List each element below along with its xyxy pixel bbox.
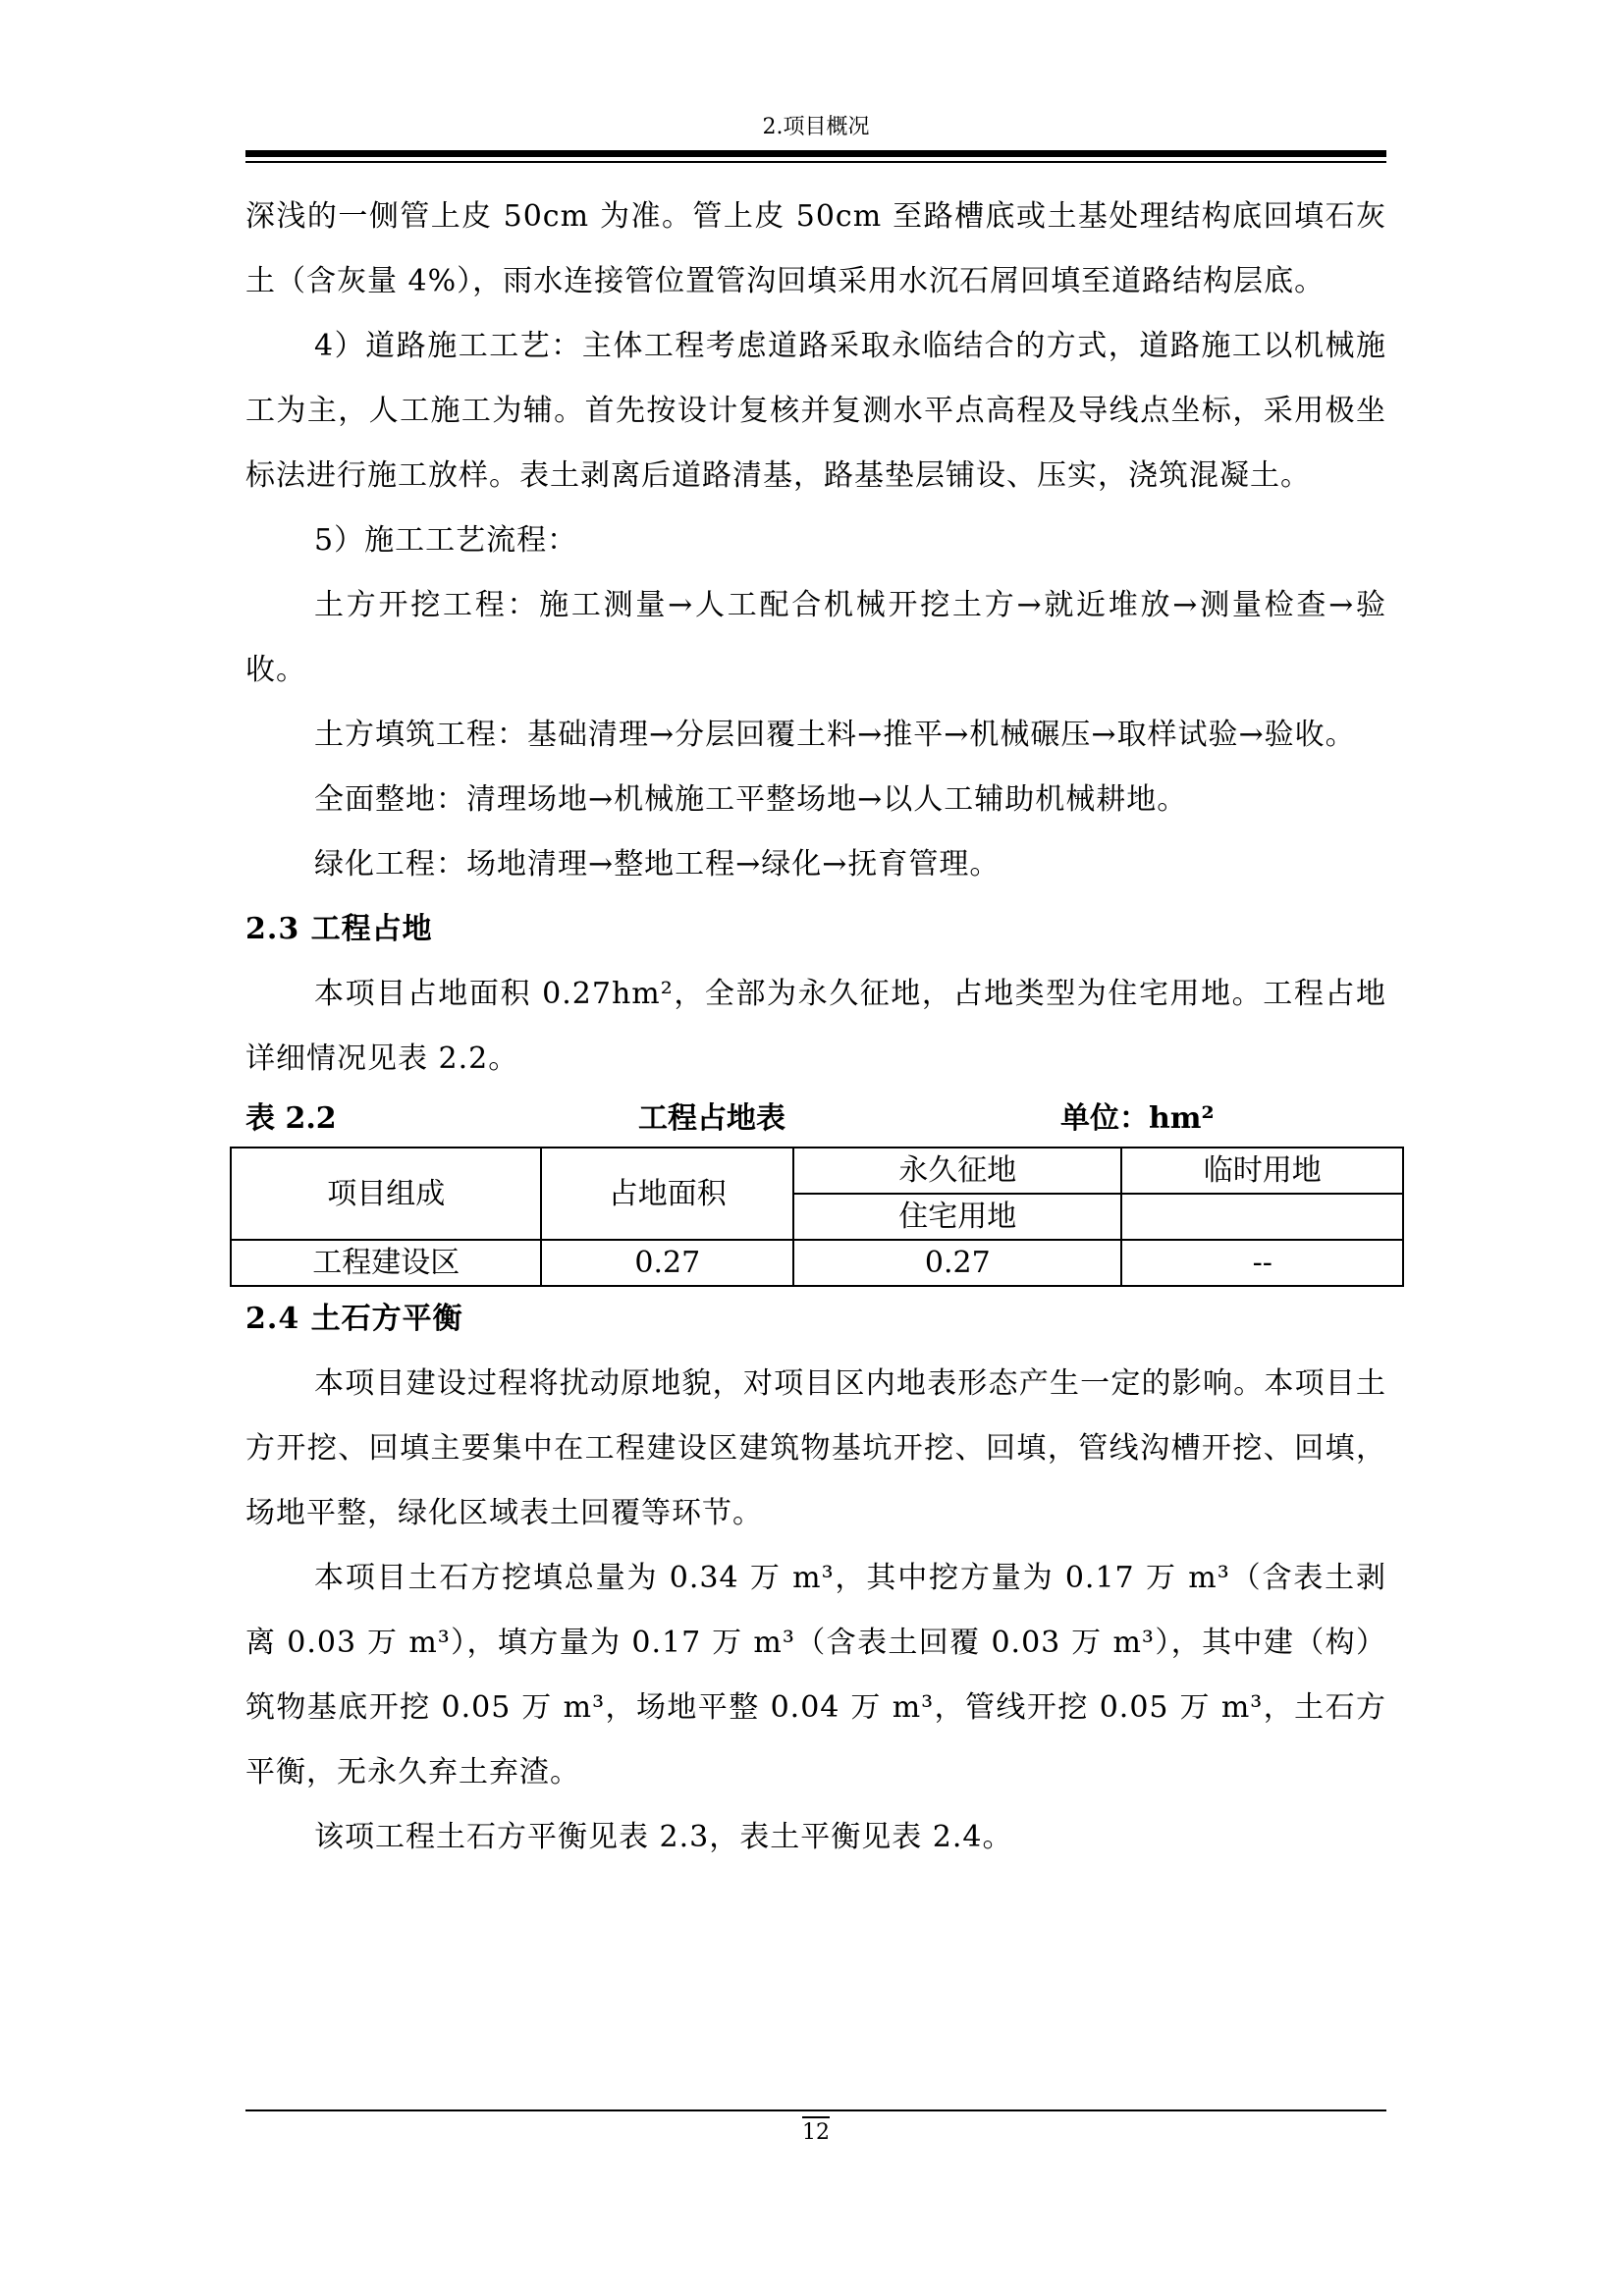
table-caption bbox=[245, 1092, 1386, 1147]
header-cell-residential: 住宅用地 bbox=[793, 1194, 1121, 1240]
section-heading-2-3: 2.3 工程占地 bbox=[245, 912, 433, 946]
paragraph: 4）道路施工工艺：主体工程考虑道路采取永临结合的方式，道路施工以机械施工为主，人工施工为辅。首先按设计复核并复测水平点高程及导线点坐标，采用极坐标法进行施工放样。表土剥离后道路清基，路基垫层铺设、压实，浇筑混凝土。 bbox=[245, 329, 1386, 493]
paragraph: 该项工程土石方平衡见表 2.3，表土平衡见表 2.4。 bbox=[314, 1820, 1013, 1854]
header-rule-thin bbox=[245, 161, 1386, 163]
paragraph: 土方开挖工程：施工测量→人工配合机械开挖土方→就近堆放→测量检查→验收。 bbox=[245, 588, 1386, 687]
page-number-text: 12 bbox=[802, 2116, 830, 2145]
table-title: 工程占地表 bbox=[638, 1101, 785, 1136]
page-number bbox=[245, 2120, 1386, 2145]
footer-rule bbox=[245, 2109, 1386, 2111]
header-cell-temporary: 临时用地 bbox=[1121, 1148, 1403, 1194]
table-number: 表 2.2 bbox=[245, 1101, 337, 1136]
paragraph: 绿化工程：场地清理→整地工程→绿化→抚育管理。 bbox=[314, 847, 1001, 881]
paragraph: 全面整地：清理场地→机械施工平整场地→以人工辅助机械耕地。 bbox=[314, 782, 1188, 817]
cell-area: 0.27 bbox=[541, 1240, 793, 1286]
paragraph: 本项目占地面积 0.27hm²，全部为永久征地，占地类型为住宅用地。工程占地详细情况见表 2.2。 bbox=[245, 977, 1386, 1076]
header-cell-permanent: 永久征地 bbox=[793, 1148, 1121, 1194]
paragraph: 本项目土石方挖填总量为 0.34 万 m³，其中挖方量为 0.17 万 m³（含表土剥离 0.03 万 m³），填方量为 0.17 万 m³（含表土回覆 0.03 万 m³），其中建（构）筑物基底开挖 0.05 万 m³，场地平整 0.04 万 m³，管线开挖 0.05 万 m³，土石方平衡，无永久弃土弃渣。 bbox=[245, 1561, 1386, 1789]
section-heading-2-4: 2.4 土石方平衡 bbox=[245, 1302, 463, 1336]
header-cell-area: 占地面积 bbox=[541, 1148, 793, 1240]
table-row bbox=[231, 1240, 1403, 1286]
cell-component: 工程建设区 bbox=[231, 1240, 541, 1286]
header-cell-empty bbox=[1121, 1194, 1403, 1240]
paragraph: 土方填筑工程：基础清理→分层回覆土料→推平→机械碾压→取样试验→验收。 bbox=[314, 718, 1356, 752]
land-occupation-table bbox=[230, 1147, 1404, 1287]
paragraph: 本项目建设过程将扰动原地貌，对项目区内地表形态产生一定的影响。本项目土方开挖、回填主要集中在工程建设区建筑物基坑开挖、回填，管线沟槽开挖、回填，场地平整，绿化区域表土回覆等环节。 bbox=[245, 1366, 1386, 1530]
paragraph: 深浅的一侧管上皮 50cm 为准。管上皮 50cm 至路槽底或土基处理结构底回填石灰土（含灰量 4%），雨水连接管位置管沟回填采用水沉石屑回填至道路结构层底。 bbox=[245, 199, 1386, 298]
header-cell-component: 项目组成 bbox=[231, 1148, 541, 1240]
page-header-title: 2.项目概况 bbox=[762, 115, 870, 139]
header-rule-thick bbox=[245, 150, 1386, 157]
table-unit: 单位：hm² bbox=[1060, 1101, 1215, 1136]
cell-residential: 0.27 bbox=[793, 1240, 1121, 1286]
cell-temporary: -- bbox=[1121, 1240, 1403, 1286]
page-body bbox=[245, 185, 1386, 1870]
paragraph: 5）施工工艺流程： bbox=[314, 523, 578, 558]
